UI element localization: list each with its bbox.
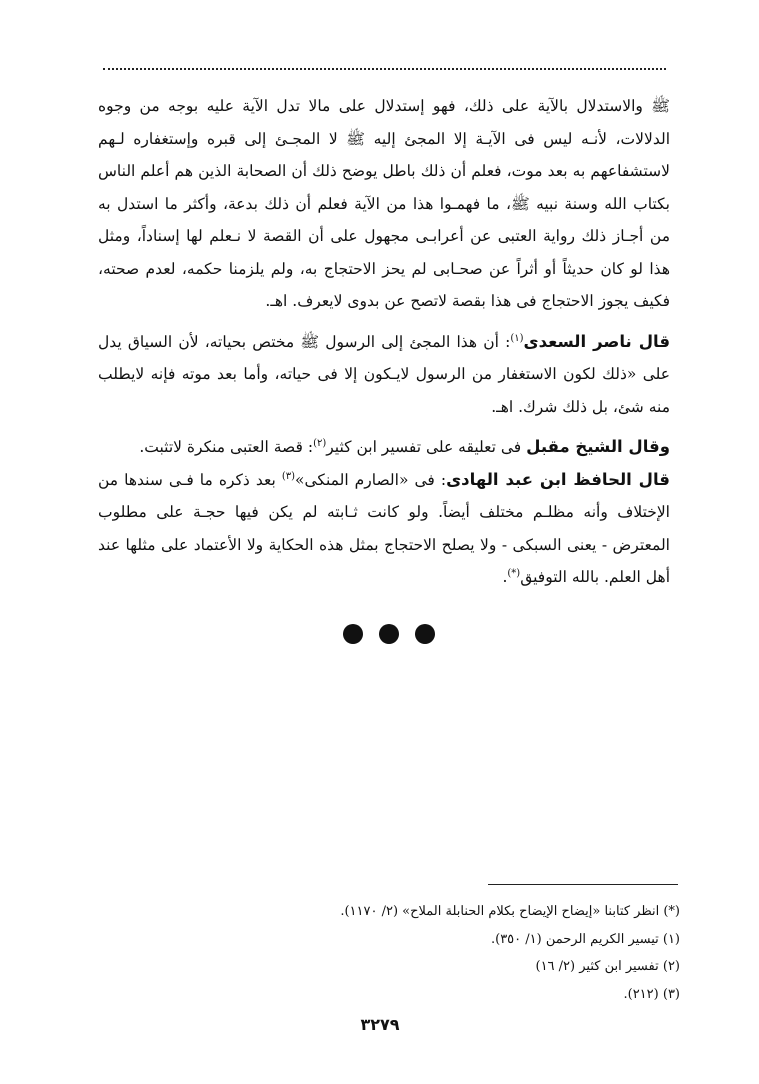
main-text <box>98 90 670 594</box>
paragraph-4-tail: بعد ذكره ما فـى سندها من الإختلاف وأنه مظلـم مختلف أيضاً. ولو كانت ثـابته لم يكن فيها حجـة على مطلوب المعترض - يعنى السبكى - ولا يصلح الاحتجاج بمثل هذه الحكاية ولا الأعتماد على مثلها عند أهل العلم. بالله التوفيق <box>98 470 670 586</box>
page-number: ٣٢٧٩ <box>360 1015 400 1034</box>
footnote-ref-2: (٢) <box>313 437 327 449</box>
footnote-ref-star: (*) <box>507 567 521 579</box>
paragraph-2-text: : أن هذا المجئ إلى الرسول ﷺ مختص بحياته، لأن السياق يدل على «ذلك لكون الاستغفار من الرسول لايـكون إلا فى حياته، وأما بعد موته فإنه لايطلب منه شئ، بل ذلك شرك. اهـ. <box>98 332 670 416</box>
divider-dot <box>415 624 435 644</box>
paragraph-1-text: ﷺ والاستدلال بالآية على ذلك، فهو إستدلال على مالا تدل الآية عليه بوجه من وجوه الدلالات، لأنـه ليس فى الآيـة إلا المجئ إليه ﷺ لا المجـئ إلى قبره وإستغفاره لـهم لاستشفاعهم به بعد موت، فعلم أن ذلك باطل يوضح ذلك أن الصحابة الذين هم أعلم الناس بكتاب الله وسنة نبيه ﷺ، ما فهمـوا هذا من الآية فعلم أن ذلك بدعة، وأكثر ما استدل به من أجـاز ذلك رواية العتبى عن أعرابـى مجهول على أن القصة لا نـعلم لها إسناداً، ومثل هذا لو كان حديثاً أو أثراً عن صحـابى لم يحز الاحتجاج به، ولم يلزمنا حكمه، لعدم صحته، فكيف يجوز الاحتجاج فى هذا بقصة لاتصح عن بدوى لايعرف. اهـ. <box>98 97 670 310</box>
paragraph-4 <box>98 464 670 594</box>
quote-lead-muqbil: وقال الشيخ مقبل <box>526 437 670 456</box>
paragraph-2 <box>98 326 670 424</box>
quote-lead-saadi: قال ناصر السعدى <box>523 331 671 351</box>
section-divider-dots <box>343 622 435 646</box>
footnote-rule <box>488 884 678 885</box>
top-dotted-rule <box>103 68 666 70</box>
footnote-ref-1: (١) <box>510 332 524 344</box>
footnote-3: (٣) (٢١٢). <box>623 986 680 1002</box>
divider-dot <box>379 624 399 644</box>
footnote-star: (*) انظر كتابنا «إيضاح الإيضاح بكلام الحنابلة الملاح» (٢/ ١١٧٠). <box>340 904 680 919</box>
paragraph-4-text: : فى «الصارم المنكى» <box>295 470 447 489</box>
quote-lead-ibn-abd-al-hadi: قال الحافظ ابن عبد الهادى <box>446 469 670 489</box>
footnote-ref-3: (٣) <box>281 470 295 482</box>
paragraph-4-end: . <box>502 568 508 586</box>
paragraph-3-text: فى تعليقه على تفسير ابن كثير <box>326 438 527 456</box>
footnote-1: (١) تيسير الكريم الرحمن (١/ ٣٥٠). <box>490 931 680 947</box>
paragraph-1 <box>98 90 670 318</box>
footnotes <box>260 898 680 1008</box>
paragraph-3-tail: : قصة العتبى منكرة لاتثبت. <box>139 438 314 456</box>
footnote-2: (٢) تفسير ابن كثير (٢/ ١٦) <box>535 959 680 974</box>
divider-dot <box>343 624 363 644</box>
paragraph-3 <box>98 431 670 464</box>
